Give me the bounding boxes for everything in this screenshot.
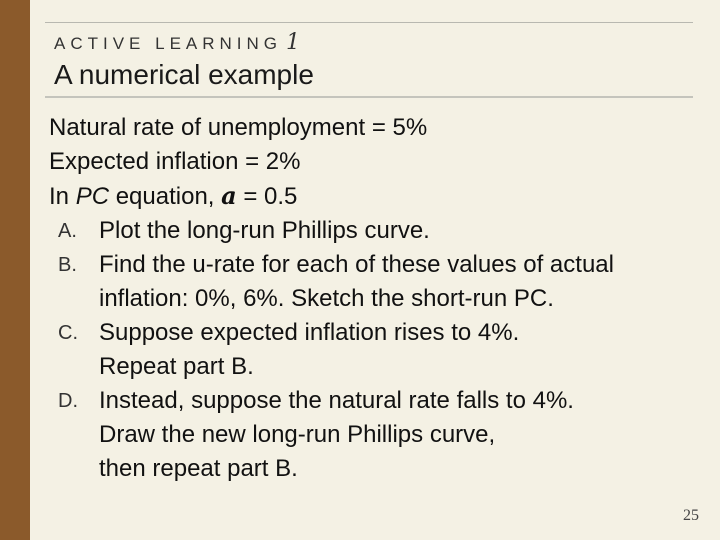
question-c xyxy=(49,316,699,384)
equation-prefix: In xyxy=(49,183,76,210)
equation-pc: PC xyxy=(75,183,110,210)
alpha-symbol: a xyxy=(221,181,237,210)
title-divider xyxy=(45,96,693,98)
side-bar xyxy=(0,0,30,540)
question-line: then repeat part B. xyxy=(99,455,298,482)
question-line: Find the u-rate for each of these values of actual xyxy=(99,251,614,278)
question-b xyxy=(49,248,699,316)
question-line: Draw the new long-run Phillips curve, xyxy=(99,421,496,448)
question-letter: A. xyxy=(58,220,77,242)
kicker-text: ACTIVE LEARNING xyxy=(54,34,283,53)
equation-middle: equation, xyxy=(109,183,222,210)
question-line: Plot the long-run Phillips curve. xyxy=(99,217,430,244)
question-line: inflation: 0%, 6%. Sketch the short-run PC. xyxy=(99,285,554,312)
given-equation xyxy=(49,179,699,214)
kicker-number: 1 xyxy=(286,30,301,55)
question-a xyxy=(49,214,699,248)
question-d xyxy=(49,384,699,486)
question-line: Instead, suppose the natural rate falls to 4%. xyxy=(99,387,574,414)
slide-body xyxy=(49,111,699,486)
top-divider xyxy=(45,22,693,23)
given-expected-inflation: Expected inflation = 2% xyxy=(49,148,301,175)
question-line: Suppose expected inflation rises to 4%. xyxy=(99,319,520,346)
question-line: Repeat part B. xyxy=(99,353,254,380)
question-letter: D. xyxy=(58,390,78,412)
page-number: 25 xyxy=(683,507,699,524)
question-letter: B. xyxy=(58,254,77,276)
equation-suffix: = 0.5 xyxy=(236,183,298,210)
question-letter: C. xyxy=(58,322,78,344)
slide-title: A numerical example xyxy=(54,59,314,90)
slide-kicker xyxy=(54,30,300,55)
given-natural-rate: Natural rate of unemployment = 5% xyxy=(49,114,428,141)
